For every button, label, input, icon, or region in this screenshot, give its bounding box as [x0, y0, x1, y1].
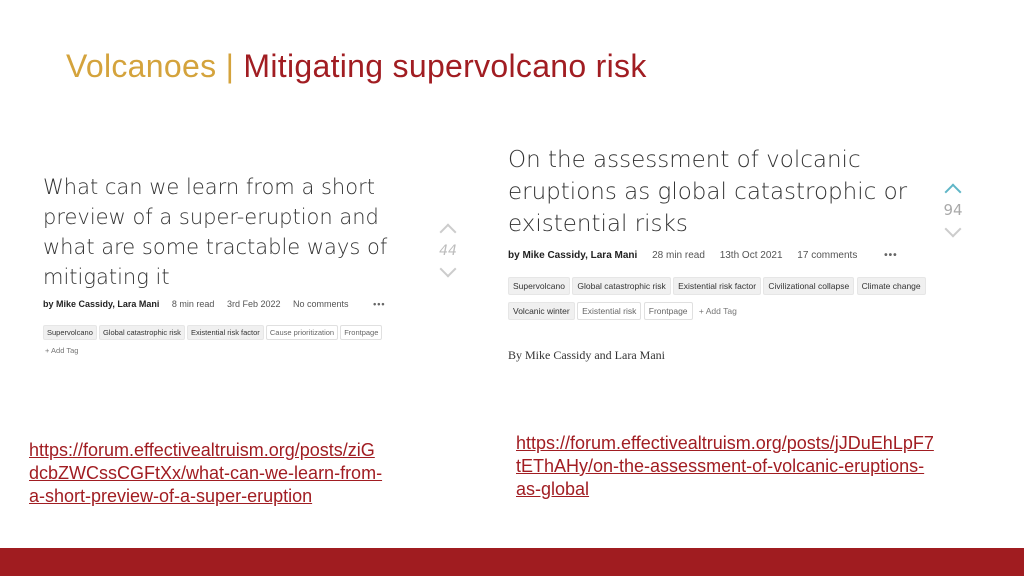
tag[interactable]: Existential risk factor	[673, 277, 761, 295]
upvote-icon[interactable]	[945, 184, 962, 201]
read-time: 28 min read	[652, 250, 705, 261]
tag[interactable]: Global catastrophic risk	[572, 277, 670, 295]
tag[interactable]: Global catastrophic risk	[99, 325, 185, 340]
read-time: 8 min read	[171, 299, 215, 309]
post-left-title-line: mitigating it	[43, 265, 170, 289]
post-date: 3rd Feb 2022	[226, 299, 281, 309]
tag[interactable]: Civilizational collapse	[763, 277, 854, 295]
slide-title	[66, 48, 647, 85]
more-options-icon[interactable]: •••	[884, 250, 898, 261]
title-part2: Mitigating supervolcano risk	[243, 48, 647, 84]
post-left-title[interactable]	[43, 172, 387, 292]
tag[interactable]: Frontpage	[644, 302, 693, 320]
title-separator: |	[225, 48, 235, 84]
add-tag-button[interactable]: + Add Tag	[45, 346, 79, 355]
downvote-icon[interactable]	[440, 261, 457, 278]
tag[interactable]: Climate change	[857, 277, 926, 295]
footer-bar	[0, 548, 1024, 576]
link-line[interactable]: as-global	[516, 479, 590, 499]
vote-count: 44	[439, 243, 457, 259]
post-right-title[interactable]	[508, 144, 907, 240]
post-right-meta	[508, 250, 898, 261]
link-left[interactable]	[29, 439, 382, 508]
add-tag-button[interactable]: + Add Tag	[698, 306, 737, 316]
tag[interactable]: Supervolcano	[43, 325, 97, 340]
link-line[interactable]: dcbZWCssCGFtXx/what-can-we-learn-from-	[29, 463, 383, 483]
post-authors[interactable]: by Mike Cassidy, Lara Mani	[43, 299, 160, 309]
link-right[interactable]	[516, 432, 934, 501]
tag[interactable]: Frontpage	[340, 325, 382, 340]
title-part1: Volcanoes	[66, 48, 217, 84]
downvote-icon[interactable]	[945, 221, 962, 238]
tag[interactable]: Existential risk	[577, 302, 641, 320]
post-date: 13th Oct 2021	[719, 250, 783, 261]
more-options-icon[interactable]: •••	[373, 299, 386, 309]
upvote-icon[interactable]	[440, 224, 457, 241]
link-line[interactable]: a-short-preview-of-a-super-eruption	[29, 486, 313, 506]
link-line[interactable]: https://forum.effectivealtruism.org/posts/jJDuEhLpF7	[516, 433, 934, 453]
link-line[interactable]: tEThAHy/on-the-assessment-of-volcanic-eruptions-	[516, 456, 925, 476]
post-left-add-tag	[45, 346, 78, 355]
post-right-title-line: eruptions as global catastrophic or	[508, 179, 908, 205]
post-left-title-line: what are some tractable ways of	[43, 235, 388, 259]
comments-link[interactable]: 17 comments	[797, 250, 858, 261]
tag[interactable]: Existential risk factor	[187, 325, 264, 340]
vote-count: 94	[943, 201, 963, 219]
post-left-meta	[43, 299, 386, 309]
post-left-tags	[43, 325, 382, 340]
post-authors[interactable]: by Mike Cassidy, Lara Mani	[508, 250, 638, 261]
tag[interactable]: Volcanic winter	[508, 302, 575, 320]
post-left-title-line: What can we learn from a short	[43, 175, 375, 199]
post-left-vote	[436, 222, 460, 279]
comments-link[interactable]: No comments	[293, 299, 349, 309]
post-right-title-line: On the assessment of volcanic	[508, 147, 861, 173]
post-left-title-line: preview of a super-eruption and	[43, 205, 379, 229]
post-byline: By Mike Cassidy and Lara Mani	[508, 348, 665, 362]
post-right-tags-row1	[508, 277, 926, 295]
tag[interactable]: Cause prioritization	[266, 325, 338, 340]
post-right-vote	[940, 182, 966, 239]
post-right-tags-row2	[508, 302, 737, 320]
tag[interactable]: Supervolcano	[508, 277, 570, 295]
post-right-title-line: existential risks	[508, 211, 688, 237]
link-line[interactable]: https://forum.effectivealtruism.org/posts/ziG	[29, 440, 375, 460]
